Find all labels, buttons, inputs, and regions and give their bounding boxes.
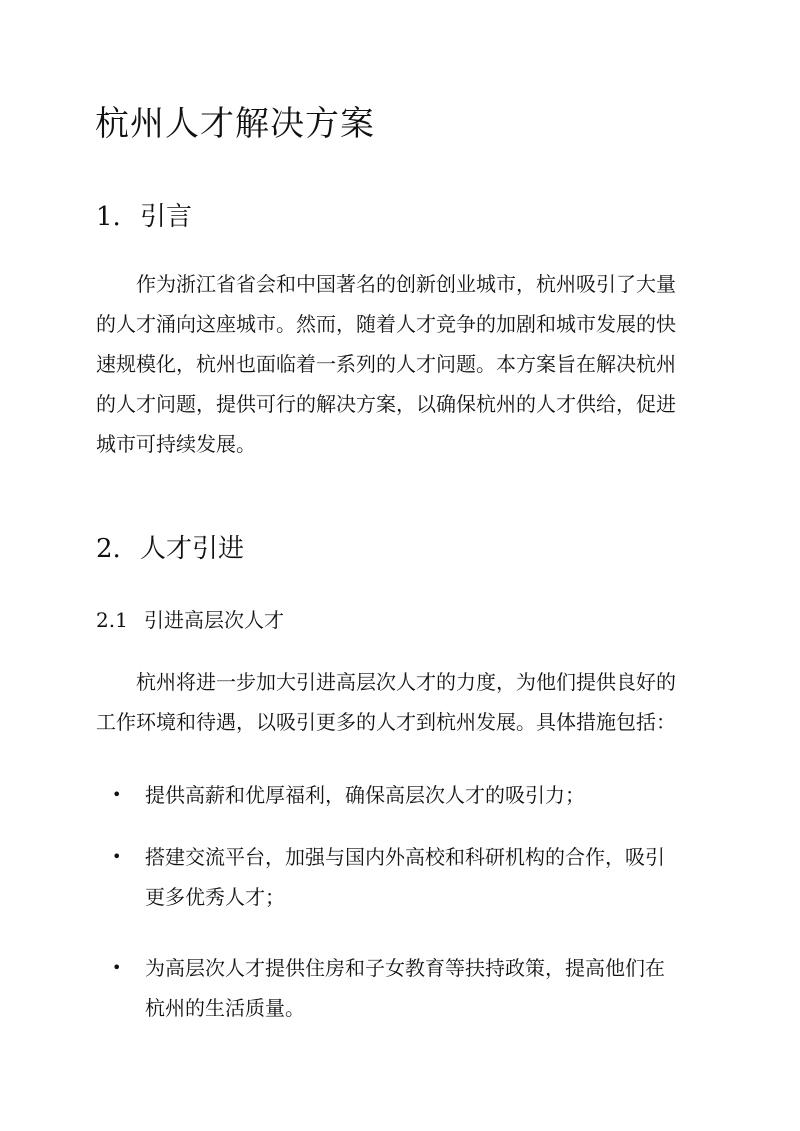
section-title: 人才引进 [140, 534, 245, 564]
paragraph-line: 杭州将进一步加大引进高层次人才的力度，为他们提供良好的 [136, 670, 676, 694]
section-number: 2. [96, 534, 121, 564]
subsection-title: 引进高层次人才 [144, 608, 284, 632]
list-item-line: 搭建交流平台，加强与国内外高校和科研机构的合作，吸引 [145, 845, 665, 869]
paragraph-line: 工作环境和待遇，以吸引更多的人才到杭州发展。具体措施包括： [96, 710, 676, 734]
list-item-line: 提供高薪和优厚福利，确保高层次人才的吸引力； [145, 783, 585, 807]
list-item [112, 775, 692, 815]
subsection-number: 2.1 [96, 608, 128, 632]
subsection-paragraph [96, 662, 704, 742]
list-item-line: 杭州的生活质量。 [145, 996, 305, 1020]
list-item-text [145, 948, 705, 1028]
list-item-line: 为高层次人才提供住房和子女教育等扶持政策，提高他们在 [145, 956, 665, 980]
subsection-2-1-heading [96, 604, 284, 633]
list-item-line: 更多优秀人才； [145, 885, 285, 909]
section-1-heading [96, 196, 192, 233]
paragraph-line: 的人才涌向这座城市。然而，随着人才竞争的加剧和城市发展的快 [96, 312, 676, 336]
section-number: 1. [96, 202, 121, 232]
list-item-text [145, 775, 705, 815]
document-title: 杭州人才解决方案 [95, 104, 375, 144]
paragraph-line: 城市可持续发展。 [96, 432, 256, 456]
paragraph-line: 的人才问题，提供可行的解决方案，以确保杭州的人才供给，促进 [96, 392, 676, 416]
paragraph-line: 速规模化，杭州也面临着一系列的人才问题。本方案旨在解决杭州 [96, 352, 676, 376]
paragraph-line: 作为浙江省省会和中国著名的创新创业城市，杭州吸引了大量 [136, 272, 676, 296]
intro-paragraph [96, 264, 704, 464]
list-item [112, 837, 692, 917]
list-item [112, 948, 692, 1028]
bullet-icon: • [112, 847, 122, 866]
bullet-icon: • [112, 958, 122, 977]
section-title: 引言 [140, 202, 193, 232]
bullet-icon: • [112, 785, 122, 804]
list-item-text [145, 837, 705, 917]
section-2-heading [96, 528, 244, 565]
